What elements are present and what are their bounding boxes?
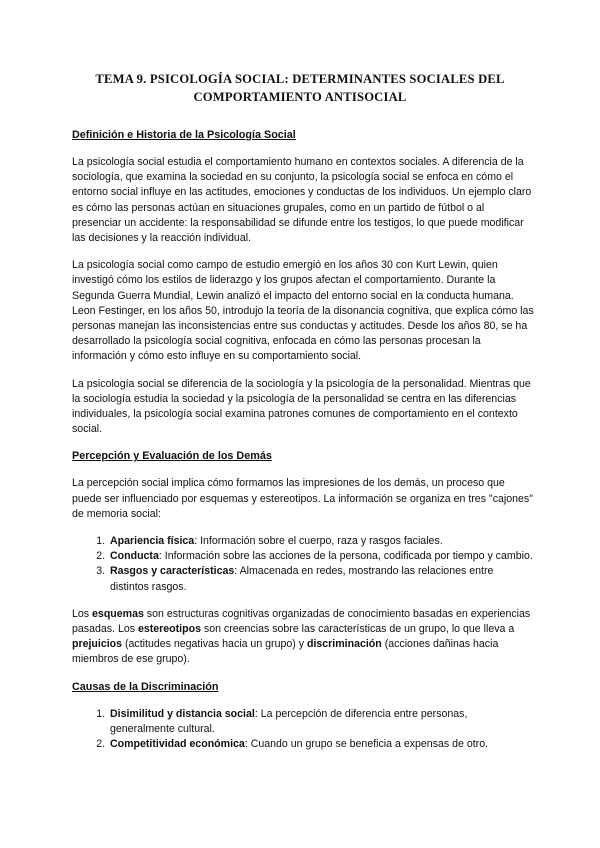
section-heading-perception: Percepción y Evaluación de los Demás xyxy=(72,450,272,463)
list-item xyxy=(108,549,534,564)
term-estereotipos: estereotipos xyxy=(137,623,201,636)
title-line-1: TEMA 9. PSICOLOGÍA SOCIAL: DETERMINANTES SOCIALES DEL xyxy=(95,72,505,86)
list-item-text: : Información sobre las acciones de la persona, codificada por tiempo y cambio. xyxy=(158,550,533,563)
list-item xyxy=(108,707,534,737)
list-item-term: Competitividad económica xyxy=(110,738,245,751)
list-item-text: : Cuando un grupo se beneficia a expensas de otro. xyxy=(244,738,489,751)
list-item-text: : La percepción de diferencia entre personas, generalmente cultural. xyxy=(110,707,468,735)
paragraph: La psicología social estudia el comportamiento humano en contextos sociales. A diferencia de la sociología, que examina la sociedad en su conjunto, la psicología social se enfoca en cómo el entorno social influye en las actitudes, emociones y conductas de los individuos. Un ejemplo claro es cómo las personas actúan en situaciones grupales, como en un partido de fútbol o al presenciar un accidente: la responsabilidad se difunde entre los testigos, lo que puede modificar las decisiones y la reacción individual. xyxy=(72,156,532,245)
text-run: (acciones dañinas hacia miembros de ese grupo). xyxy=(72,638,499,666)
document-title xyxy=(60,70,540,106)
list-item xyxy=(108,564,534,594)
paragraph: La psicología social como campo de estudio emergió en los años 30 con Kurt Lewin, quien investigó cómo los estilos de liderazgo y los grupos afectan el comportamiento. Durante la Segunda Guerra Mundial, Lewin analizó el impacto del entorno social en la conducta humana. Leon Festinger, en los años 50, introdujo la teoría de la disonancia cognitiva, que explica cómo las personas manejan las inconsistencias entre sus conductas y actitudes. Desde los años 80, se ha desarrollado la psicología social cognitiva, enfocada en cómo las personas procesan la información y cómo esto influye en su comportamiento social. xyxy=(72,259,534,363)
list-item-term: Conducta xyxy=(110,550,159,563)
text-run: (actitudes negativas hacia un grupo) y xyxy=(122,638,307,651)
text-run: son estructuras cognitivas organizadas de conocimiento basadas en experiencias pasadas. Los xyxy=(72,607,531,636)
document-body xyxy=(72,128,534,764)
term-esquemas: esquemas xyxy=(92,607,144,620)
list-item xyxy=(108,737,534,752)
causes-list xyxy=(72,707,534,753)
text-run: son creencias sobre las características de un grupo, lo que lleva a xyxy=(200,623,515,636)
list-item-term: Apariencia física xyxy=(110,535,195,548)
paragraph-schemas xyxy=(72,607,534,668)
list-item xyxy=(108,534,534,549)
memory-categories-list xyxy=(72,534,534,595)
list-item-term: Rasgos y características xyxy=(110,565,235,578)
list-item-text: : Información sobre el cuerpo, raza y rasgos faciales. xyxy=(194,535,443,548)
text-run: Los xyxy=(72,607,93,620)
term-prejuicios: prejuicios xyxy=(72,638,123,651)
term-discriminacion: discriminación xyxy=(306,638,382,651)
paragraph: La psicología social se diferencia de la sociología y la psicología de la personalidad. Mientras que la sociología estudia la sociedad y la psicología de la personalidad se centra en las diferencias individuales, la psicología social examina patrones comunes de comportamiento en el contexto social. xyxy=(72,377,531,436)
title-line-2: COMPORTAMIENTO ANTISOCIAL xyxy=(193,90,407,104)
section-heading-definition: Definición e Historia de la Psicología Social xyxy=(72,129,296,141)
paragraph: La percepción social implica cómo formamos las impresiones de los demás, un proceso que puede ser influenciado por esquemas y estereotipos. La información se organiza en tres "cajones" de memoria social: xyxy=(72,477,533,520)
list-item-term: Disimilitud y distancia social xyxy=(110,707,255,720)
section-heading-causes: Causas de la Discriminación xyxy=(72,680,219,693)
list-item-text: : Almacenada en redes, mostrando las relaciones entre distintos rasgos. xyxy=(110,565,494,593)
